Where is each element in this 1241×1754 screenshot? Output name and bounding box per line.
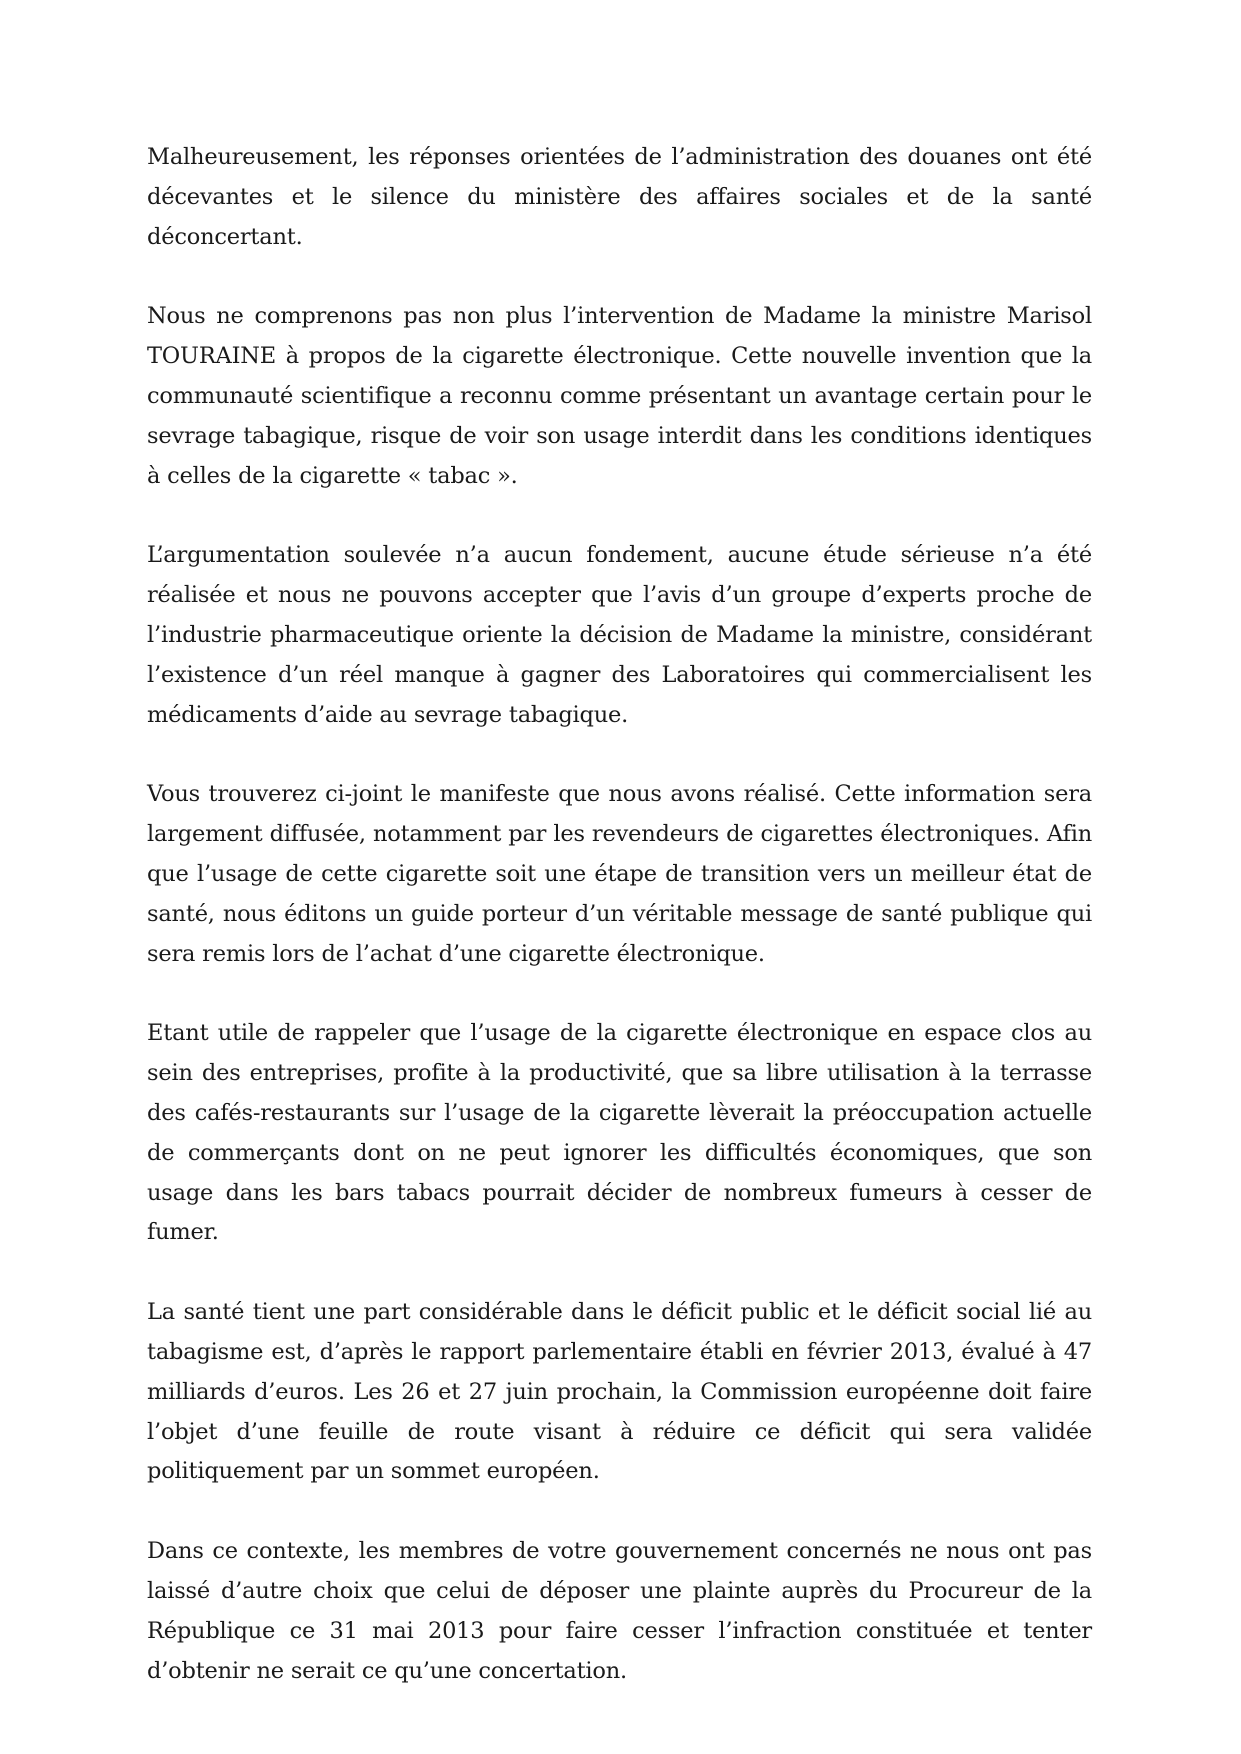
document-body bbox=[147, 138, 1092, 1731]
paragraph-plainte: Dans ce contexte, les membres de votre gouvernement concernés ne nous ont pas laissé d’autre choix que celui de déposer une plainte auprès du Procureur de la République ce 31 mai 2013 pour faire cesser l’infraction constituée et tenter d’obtenir ne serait ce qu’une concertation. bbox=[147, 1538, 1092, 1684]
paragraph-espace-clos: Etant utile de rappeler que l’usage de la cigarette électronique en espace clos au sein des entreprises, profite à la productivité, que sa libre utilisation à la terrasse des cafés-restaurants sur l’usage de la cigarette lèverait la préoccupation actuelle de commerçants dont on ne peut ignorer les difficultés économiques, que son usage dans les bars tabacs pourrait décider de nombreux fumeurs à cesser de fumer. bbox=[147, 1020, 1092, 1246]
paragraph-deficit: La santé tient une part considérable dans le déficit public et le déficit social lié au tabagisme est, d’après le rapport parlementaire établi en février 2013, évalué à 47 milliards d’euros. Les 26 et 27 juin prochain, la Commission européenne doit faire l’objet d’une feuille de route visant à réduire ce déficit qui sera validée politiquement par un sommet européen. bbox=[147, 1299, 1092, 1485]
paragraph-ministre-touraine: Nous ne comprenons pas non plus l’intervention de Madame la ministre Marisol TOURAINE à propos de la cigarette électronique. Cette nouvelle invention que la communauté scientifique a reconnu comme présentant un avantage certain pour le sevrage tabagique, risque de voir son usage interdit dans les conditions identiques à celles de la cigarette « tabac ». bbox=[147, 303, 1092, 489]
paragraph-argumentation: L’argumentation soulevée n’a aucun fondement, aucune étude sérieuse n’a été réalisée et nous ne pouvons accepter que l’avis d’un groupe d’experts proche de l’industrie pharmaceutique oriente la décision de Madame la ministre, considérant l’existence d’un réel manque à gagner des Laboratoires qui commercialisent les médicaments d’aide au sevrage tabagique. bbox=[147, 542, 1092, 728]
paragraph-manifeste: Vous trouverez ci-joint le manifeste que nous avons réalisé. Cette information sera largement diffusée, notamment par les revendeurs de cigarettes électroniques. Afin que l’usage de cette cigarette soit une étape de transition vers un meilleur état de santé, nous éditons un guide porteur d’un véritable message de santé publique qui sera remis lors de l’achat d’une cigarette électronique. bbox=[147, 781, 1092, 967]
paragraph-douanes: Malheureusement, les réponses orientées de l’administration des douanes ont été décevantes et le silence du ministère des affaires sociales et de la santé déconcertant. bbox=[147, 144, 1092, 250]
